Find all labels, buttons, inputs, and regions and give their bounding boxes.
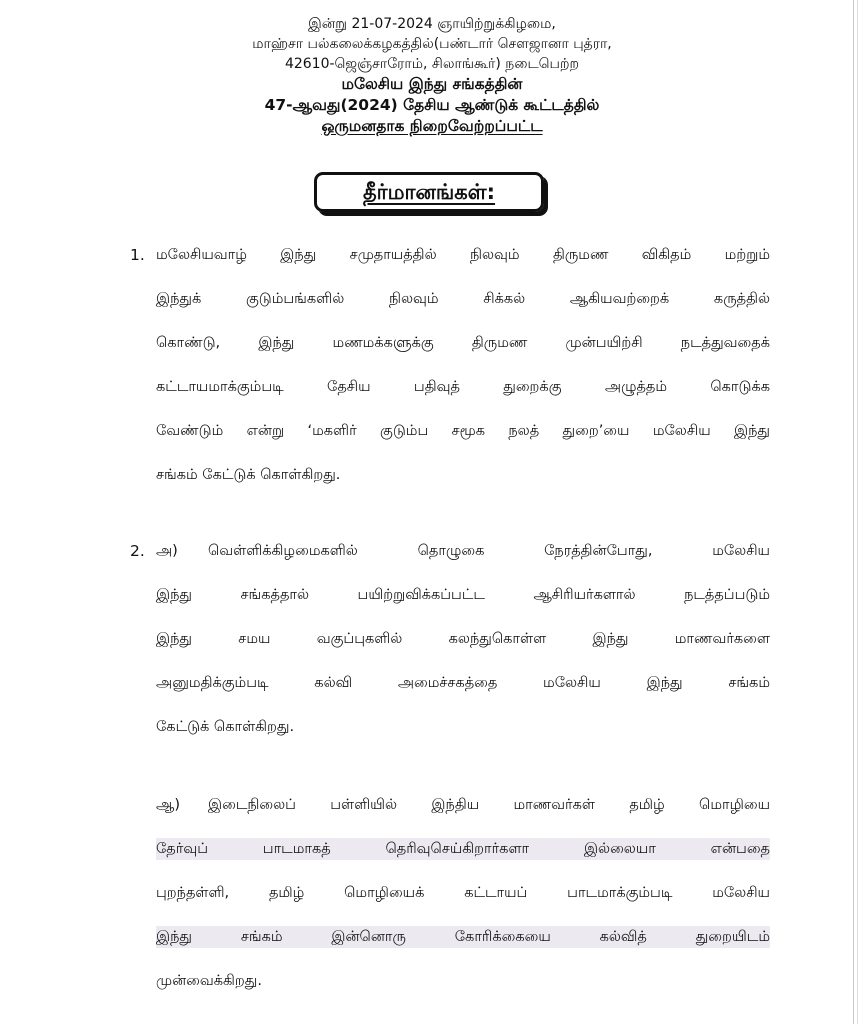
resolution-line: இந்து சங்கம் இன்னொரு கோரிக்கையை கல்வித் துறையிடம் (156, 926, 770, 948)
resolution-line-text: இடைநிலைப் பள்ளியில் இந்திய மாணவர்கள் தமிழ் மொழியை (208, 797, 770, 813)
resolutions-title: தீர்மானங்கள்: (362, 180, 496, 204)
resolution-line: கட்டாயமாக்கும்படி தேசிய பதிவுத் துறைக்கு அழுத்தம் கொடுக்க (156, 379, 770, 395)
resolution-line: இந்து சமய வகுப்புகளில் கலந்துகொள்ள இந்து மாணவர்களை (156, 631, 770, 647)
resolution-line: இந்து சங்கத்தால் பயிற்றுவிக்கப்பட்ட ஆசிரியர்களால் நடத்தப்படும் (156, 587, 770, 603)
resolution-number: 2. (130, 542, 145, 560)
resolution-line: இந்துக் குடும்பங்களில் நிலவும் சிக்கல் ஆகியவற்றைக் கருத்தில் (156, 291, 770, 307)
header-address-line: 42610-ஜெஞ்சாரோம், சிலாங்கூர்) நடைபெற்ற (284, 56, 580, 72)
sub-point-marker: ஆ) (156, 797, 180, 813)
resolution-line: புறந்தள்ளி, தமிழ் மொழியைக் கட்டாயப் பாடமாக்கும்படி மலேசிய (156, 885, 770, 901)
resolution-line: அனுமதிக்கும்படி கல்வி அமைச்சகத்தை மலேசிய இந்து சங்கம் (156, 675, 770, 691)
resolution-line: கொண்டு, இந்து மணமக்களுக்கு திருமண முன்பயிற்சி நடத்துவதைக் (156, 335, 770, 351)
sub-point-marker: அ) (156, 543, 178, 559)
page-edge-line (857, 0, 858, 1024)
resolution-line: தேர்வுப் பாடமாகத் தெரிவுசெய்கிறார்களா இல்லையா என்பதை (156, 838, 770, 860)
header-meeting-line: 47-ஆவது(2024) தேசிய ஆண்டுக் கூட்டத்தில் (264, 96, 600, 114)
resolution-line: வேண்டும் என்று ‘மகளிர் குடும்ப சமூக நலத் துறை’யை மலேசிய இந்து (156, 423, 770, 439)
document-header (0, 14, 864, 137)
header-organization: மலேசிய இந்து சங்கத்தின் (341, 75, 523, 93)
resolution-line-with-marker (156, 794, 770, 816)
header-passed-text: ஒருமனதாக நிறைவேற்றப்பட்ட (321, 117, 543, 135)
resolution-line-text: வெள்ளிக்கிழமைகளில் தொழுகை நேரத்தின்போது, மலேசிய (208, 543, 770, 559)
resolutions-title-box (314, 172, 544, 212)
resolution-line: கேட்டுக் கொள்கிறது. (156, 719, 295, 735)
resolution-line: முன்வைக்கிறது. (156, 973, 262, 989)
resolution-line-with-marker (156, 540, 770, 562)
resolution-number: 1. (130, 246, 145, 264)
header-date-line: இன்று 21-07-2024 ஞாயிற்றுக்கிழமை, (308, 16, 556, 32)
resolution-line: மலேசியவாழ் இந்து சமுதாயத்தில் நிலவும் திருமண விகிதம் மற்றும் (156, 247, 770, 263)
header-passed-line (0, 116, 864, 137)
resolution-line: சங்கம் கேட்டுக் கொள்கிறது. (156, 467, 341, 483)
header-venue-line: மாஹ்சா பல்கலைக்கழகத்தில்(பண்டார் சௌஜானா புத்ரா, (252, 36, 612, 52)
page-edge-line (853, 0, 854, 1024)
